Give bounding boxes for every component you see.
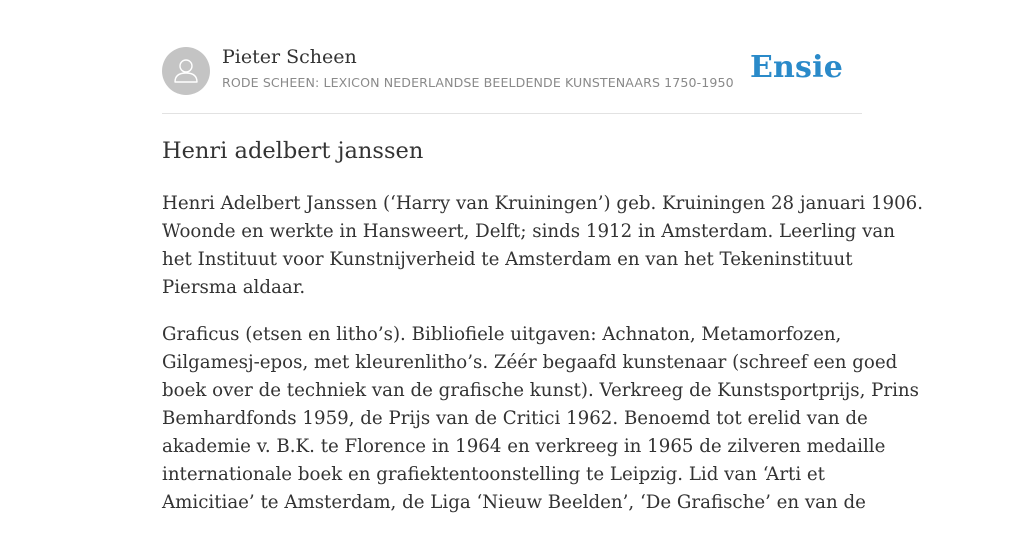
article-body: [162, 190, 924, 536]
paragraph-line: Graficus (etsen en litho’s). Bibliofiele uitgaven: Achnaton, Metamorfozen,: [162, 324, 842, 345]
paragraph-line: Gilgamesj-epos, met kleurenlitho’s. Zéér begaafd kunstenaar (schreef een goed: [162, 352, 898, 373]
paragraph-line: Amicitiae’ te Amsterdam, de Liga ‘Nieuw Beelden’, ‘De Grafische’ en van de: [162, 492, 866, 513]
author-name[interactable]: Pieter Scheen: [222, 46, 357, 68]
paragraph-line: boek over de techniek van de grafische kunst). Verkreeg de Kunstsportprijs, Prins: [162, 380, 919, 401]
paragraph-line: akademie v. B.K. te Florence in 1964 en verkreeg in 1965 de zilveren medaille: [162, 436, 886, 457]
paragraph-line: Henri Adelbert Janssen (‘Harry van Kruiningen’) geb. Kruiningen 28 januari 1906.: [162, 193, 924, 214]
paragraph-line: het Instituut voor Kunstnijverheid te Amsterdam en van het Tekeninstituut: [162, 249, 853, 270]
paragraph-line: Piersma aldaar.: [162, 277, 306, 298]
header-divider: [162, 113, 862, 114]
article-paragraph: [162, 190, 924, 302]
article-paragraph: [162, 321, 919, 517]
article-header: [162, 46, 862, 96]
user-icon: [162, 47, 210, 95]
paragraph-line: Woonde en werkte in Hansweert, Delft; sinds 1912 in Amsterdam. Leerling van: [162, 221, 895, 242]
paragraph-line: internationale boek en grafiektentoonstelling te Leipzig. Lid van ‘Arti et: [162, 464, 825, 485]
ensie-logo[interactable]: Ensie: [749, 50, 843, 85]
source-name[interactable]: RODE SCHEEN: LEXICON NEDERLANDSE BEELDENDE KUNSTENAARS 1750-1950: [222, 75, 734, 90]
paragraph-line: Bemhardfonds 1959, de Prijs van de Critici 1962. Benoemd tot erelid van de: [162, 408, 868, 429]
article-title: Henri adelbert janssen: [162, 138, 424, 164]
author-avatar[interactable]: [162, 47, 210, 95]
